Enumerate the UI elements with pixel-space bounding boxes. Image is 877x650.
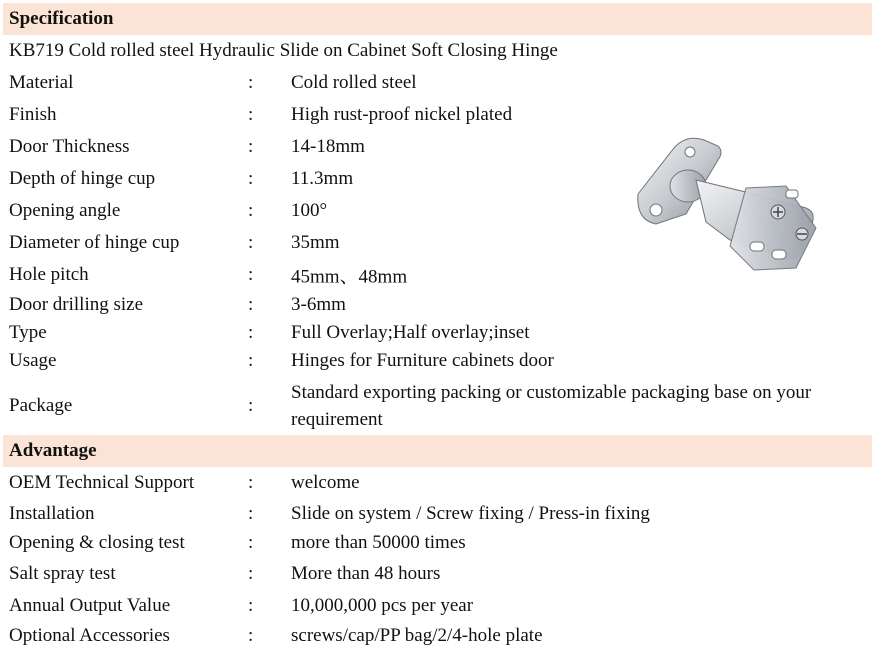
colon: : — [248, 72, 254, 93]
spec-value: Hinges for Furniture cabinets door — [291, 350, 554, 371]
spec-value: 3-6mm — [291, 294, 346, 315]
spec-label: Finish — [9, 104, 57, 125]
advantage-row-installation — [3, 499, 872, 528]
spec-value: 45mm、48mm — [291, 266, 408, 288]
spec-value: 11.3mm — [291, 168, 354, 189]
colon: : — [248, 594, 254, 616]
product-title-text: KB719 Cold rolled steel Hydraulic Slide on Cabinet Soft Closing Hinge — [9, 40, 558, 61]
advantage-value: welcome — [291, 472, 360, 493]
colon: : — [248, 532, 254, 553]
advantage-row-oem — [3, 467, 872, 499]
advantage-header — [3, 435, 872, 467]
spec-row-finish — [3, 99, 872, 131]
spec-row-package — [3, 377, 872, 434]
specification-title: Specification — [9, 8, 114, 29]
spec-value: Full Overlay;Half overlay;inset — [291, 322, 530, 343]
colon: : — [248, 200, 254, 221]
colon: : — [248, 232, 254, 253]
spec-label: Door drilling size — [9, 294, 144, 315]
colon: : — [248, 104, 254, 125]
product-title — [3, 35, 872, 67]
colon: : — [248, 350, 254, 371]
advantage-row-opening-closing-test — [3, 528, 872, 558]
spec-label: Depth of hinge cup — [9, 168, 156, 189]
colon: : — [248, 264, 254, 285]
colon: : — [248, 502, 254, 524]
advantage-label: Optional Accessories — [9, 624, 170, 646]
spec-value: 14-18mm — [291, 136, 365, 157]
advantage-label: OEM Technical Support — [9, 472, 195, 493]
spec-label: Diameter of hinge cup — [9, 232, 180, 253]
advantage-value: more than 50000 times — [291, 532, 466, 553]
spec-label: Package — [9, 394, 73, 416]
advantage-label: Salt spray test — [9, 563, 116, 584]
spec-value: Cold rolled steel — [291, 72, 417, 93]
advantage-value: 10,000,000 pcs per year — [291, 594, 474, 616]
spec-value: Standard exporting packing or customizable packaging base on your requirement — [291, 381, 812, 430]
colon: : — [248, 294, 254, 315]
spec-row-usage — [3, 347, 872, 375]
spec-label: Hole pitch — [9, 264, 89, 285]
colon: : — [248, 624, 254, 646]
spec-value: High rust-proof nickel plated — [291, 104, 513, 125]
colon: : — [248, 322, 254, 343]
advantage-title: Advantage — [9, 440, 97, 461]
spec-value: 100° — [291, 200, 328, 221]
advantage-row-optional-accessories — [3, 621, 872, 650]
advantage-row-salt-spray-test — [3, 558, 872, 590]
hinge-product-image — [626, 128, 826, 278]
advantage-value: screws/cap/PP bag/2/4-hole plate — [291, 624, 543, 646]
colon: : — [248, 136, 254, 157]
spec-row-door-drilling-size — [3, 291, 872, 319]
colon: : — [248, 168, 254, 189]
colon: : — [248, 394, 254, 416]
spec-label: Material — [9, 72, 74, 93]
advantage-value: More than 48 hours — [291, 563, 441, 584]
colon: : — [248, 472, 254, 493]
spec-label: Usage — [9, 350, 57, 371]
colon: : — [248, 563, 254, 584]
spec-row-material — [3, 67, 872, 99]
spec-label: Opening angle — [9, 200, 121, 221]
advantage-label: Opening & closing test — [9, 532, 185, 553]
spec-label: Door Thickness — [9, 136, 130, 157]
spec-label: Type — [9, 322, 47, 343]
specification-header — [3, 3, 872, 35]
advantage-label: Annual Output Value — [9, 594, 171, 616]
spec-row-type — [3, 319, 872, 347]
spec-value: 35mm — [291, 232, 340, 253]
advantage-value: Slide on system / Screw fixing / Press-in fixing — [291, 502, 650, 524]
advantage-row-annual-output — [3, 590, 872, 621]
advantage-label: Installation — [9, 502, 95, 524]
